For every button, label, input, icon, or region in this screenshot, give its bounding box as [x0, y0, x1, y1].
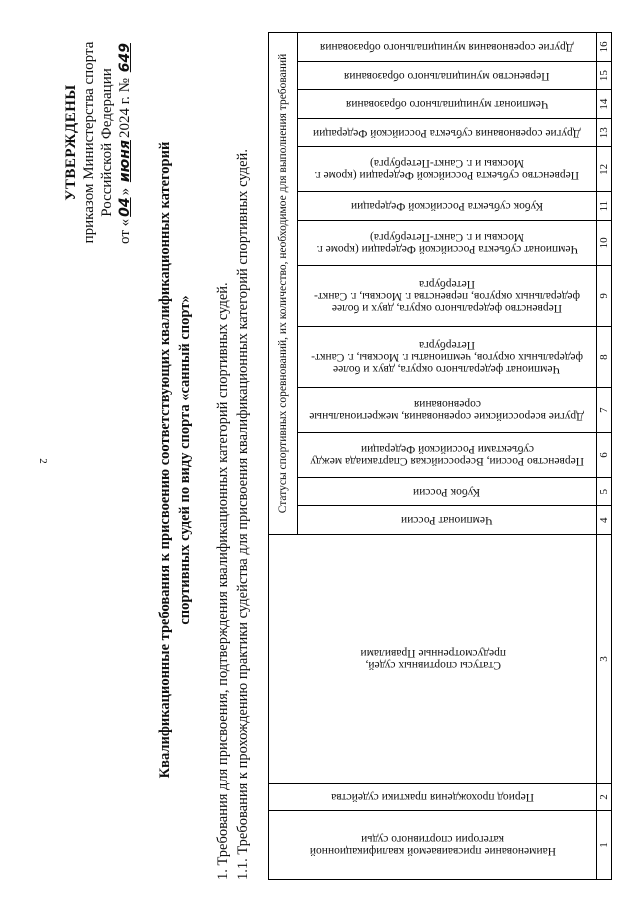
status-column-header-cell: [298, 33, 597, 62]
column-number: 6: [597, 433, 612, 478]
column-number: 5: [597, 477, 612, 506]
section-1-1: 1.1. Требования к прохождению практики судейства для присвоения квалификационных категорий спортивных судей.: [235, 149, 251, 880]
status-column-header-cell: [298, 388, 597, 433]
col2-header: Период прохождения практики судейства: [331, 791, 534, 803]
status-column-header: Чемпионат субъекта Российской Федерации (кроме г. Москвы и г. Санкт-Петербурга): [316, 230, 578, 255]
approval-stamp: [62, 30, 134, 255]
column-number: 11: [597, 192, 612, 221]
date-prefix: от «: [117, 218, 133, 244]
status-column-header: Первенство муниципального образования: [344, 69, 550, 82]
handwritten-month: июня: [117, 140, 133, 183]
document-title: [155, 30, 195, 890]
status-column-header-cell: [298, 192, 597, 221]
title-line1: Квалификационные требования к присвоению соответствующих квалификационных категорий: [157, 141, 173, 779]
status-column-header: Чемпионат России: [401, 514, 493, 527]
column-number: 4: [597, 506, 612, 535]
status-column-header: Другие всероссийские соревнования, межрегиональные соревнования: [309, 398, 585, 423]
status-column-header: Чемпионат федерального округа, двух и более федеральных округов, чемпионаты г. Москвы, г. Санкт-Петербурга: [311, 339, 583, 376]
status-column-header: Кубок субъекта Российской Федерации: [350, 200, 544, 213]
status-column-header-cell: [298, 477, 597, 506]
column-number: 2: [597, 784, 612, 811]
status-column-header-cell: [298, 61, 597, 90]
col2-header-cell: [269, 784, 597, 811]
status-column-header: Кубок России: [413, 485, 481, 498]
date-mid: »: [117, 187, 133, 196]
status-column-header-cell: [298, 326, 597, 387]
col3-header-cell: [269, 535, 597, 784]
status-column-header-cell: [298, 433, 597, 478]
column-number: 1: [597, 811, 612, 880]
status-column-header-cell: [298, 147, 597, 192]
status-column-header-cell: [298, 90, 597, 119]
status-column-header-cell: [298, 220, 597, 265]
col3-header: Статусы спортивных судей, предусмотренные Правилами: [359, 647, 506, 671]
column-number: 14: [597, 90, 612, 119]
rotated-document: [0, 20, 610, 900]
col1-header-cell: [269, 811, 597, 880]
approval-line2: Российской Федерации: [99, 68, 115, 217]
page-number: 2: [36, 458, 49, 464]
requirements-table: [268, 32, 612, 880]
status-column-header: Первенство федерального округа, двух и более федеральных округов, первенства г. Москвы, г. Санкт-Петербурга: [314, 277, 580, 314]
status-column-header-cell: [298, 118, 597, 147]
approval-date: [116, 30, 134, 255]
group-header: Статусы спортивных соревнований, их количество, необходимое для выполнения требований: [269, 33, 298, 535]
column-number: 9: [597, 265, 612, 326]
status-column-header: Первенство России, Всероссийская Спартакиада между субъектами Российской Федерации: [310, 442, 584, 467]
column-number: 10: [597, 220, 612, 265]
handwritten-number: 649: [117, 43, 133, 73]
status-column-header: Другие соревнования субъекта Российской Федерации: [313, 126, 581, 139]
title-line2: спортивных судей по виду спорта «санный спорт»: [177, 295, 193, 625]
column-number: 7: [597, 388, 612, 433]
date-year: 2024 г. №: [117, 78, 133, 139]
approval-line1: приказом Министерства спорта: [81, 41, 97, 244]
column-number: 12: [597, 147, 612, 192]
column-number: 8: [597, 326, 612, 387]
status-column-header-cell: [298, 506, 597, 535]
column-number: 13: [597, 118, 612, 147]
approval-head: УТВЕРЖДЕНЫ: [63, 84, 79, 201]
status-column-header-cell: [298, 265, 597, 326]
handwritten-day: 04: [117, 197, 133, 217]
status-column-header: Чемпионат муниципального образования: [345, 98, 549, 111]
status-column-header: Первенство субъекта Российской Федерации (кроме г. Москвы и г. Санкт-Петербурга): [314, 157, 580, 182]
column-number: 15: [597, 61, 612, 90]
column-number: 16: [597, 33, 612, 62]
column-number: 3: [597, 535, 612, 784]
status-column-header: Другие соревнования муниципального образования: [320, 40, 574, 53]
section-1: 1. Требования для присвоения, подтверждения квалификационных категорий спортивных судей.: [215, 282, 231, 880]
col1-header: Наименование присваиваемой квалификационной категории спортивного судьи: [309, 833, 556, 857]
